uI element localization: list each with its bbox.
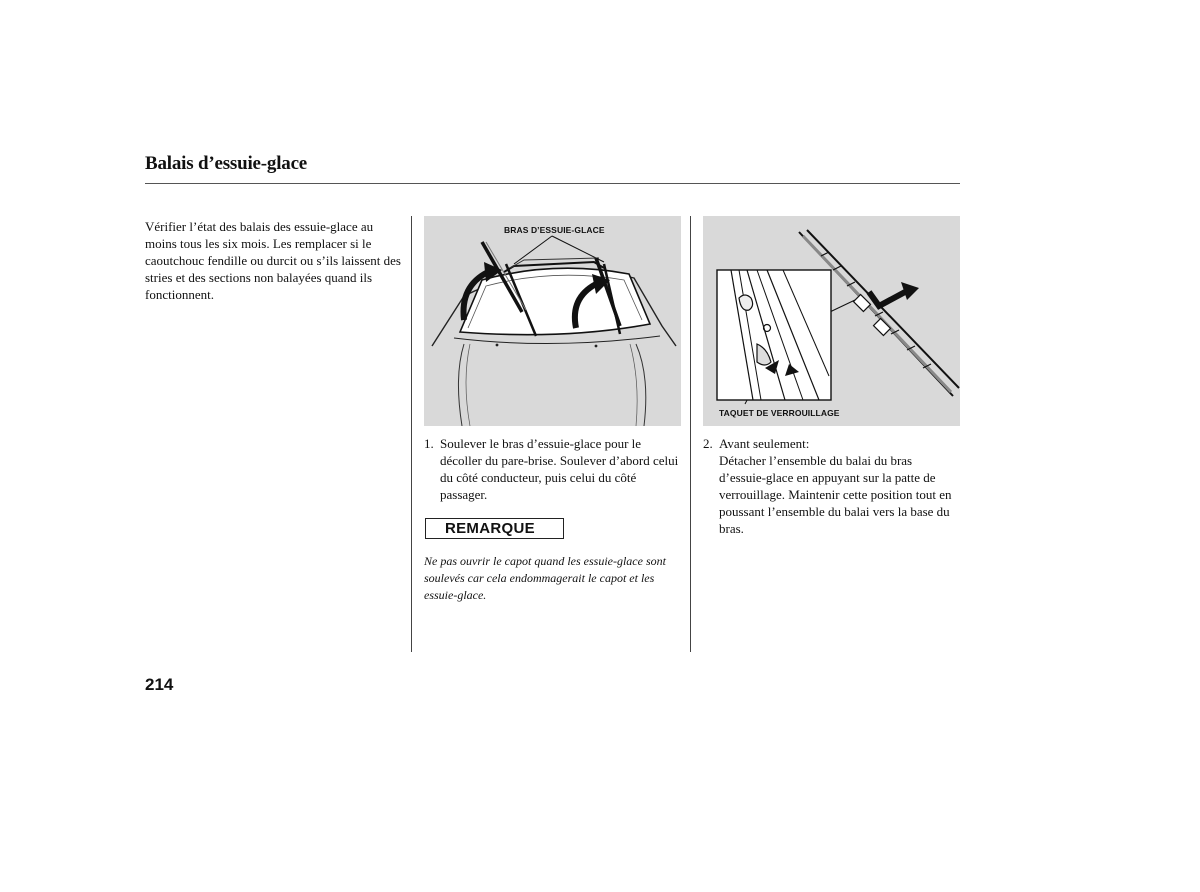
page-number: 214	[145, 675, 174, 694]
step-text: Avant seulement: Détacher l’ensemble du balai du bras d’essuie-glace en appuyant sur la patte de verrouillage. Maintenir cette position tout en poussant l’ensemble du balai vers la base du bras.	[719, 436, 952, 536]
lock-tab-figure	[703, 216, 960, 426]
section-title: Balais d’essuie-glace	[145, 153, 308, 174]
wiper-arms-figure	[424, 216, 681, 426]
column-divider-right	[690, 216, 691, 652]
lock-tab-label: TAQUET DE VERROUILLAGE	[719, 408, 840, 418]
step-text: Soulever le bras d’essuie-glace pour le décoller du pare-brise. Soulever d’abord celui du côté conducteur, puis celui du côté passager.	[440, 436, 679, 502]
windshield-wipers-lifted-illustration	[424, 216, 681, 426]
column-divider-left	[411, 216, 412, 652]
wiper-blade-lock-tab-illustration	[703, 216, 960, 426]
notice-heading: REMARQUE	[425, 518, 564, 539]
step-number: 2.	[703, 436, 713, 451]
intro-paragraph: Vérifier l’état des balais des essuie-glace au moins tous les six mois. Les remplacer si le caoutchouc fendille ou durcit ou s’ils laissent des stries et des sections non balayées quand ils fonctionnent.	[145, 219, 401, 302]
wiper-arms-label: BRAS D’ESSUIE-GLACE	[504, 225, 605, 235]
notice-text: Ne pas ouvrir le capot quand les essuie-glace sont soulevés car cela endommagerait le capot et les essuie-glace.	[424, 554, 666, 602]
step-number: 1.	[424, 436, 434, 451]
title-divider	[145, 183, 960, 184]
